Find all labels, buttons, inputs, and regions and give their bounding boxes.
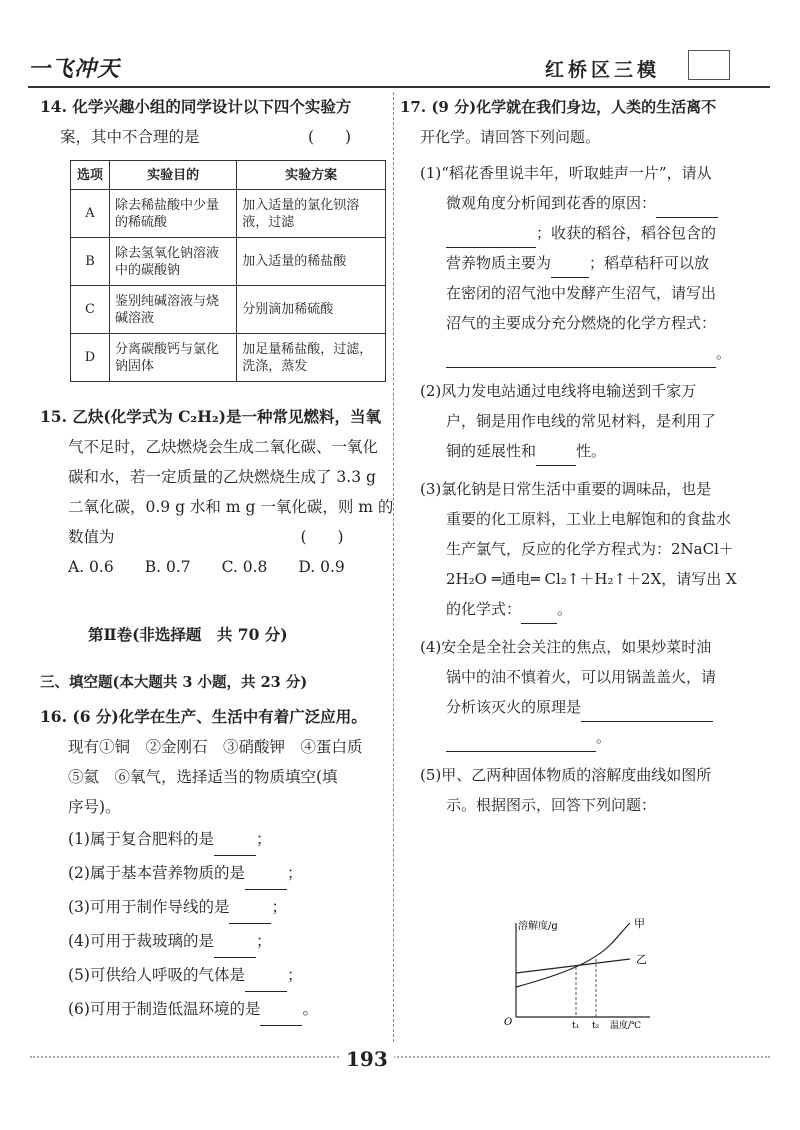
q14-line-1: 14. 化学兴趣小组的同学设计以下四个实验方: [40, 97, 352, 116]
page-number: 193: [340, 1047, 394, 1071]
q14-line-2: 案，其中不合理的是 ( ): [60, 128, 352, 146]
q14: [40, 92, 351, 152]
table-header: 实验方案: [237, 161, 386, 190]
q15-line-5: 数值为 ( ): [68, 528, 344, 546]
table-cell: B: [71, 238, 110, 286]
table-cell: D: [71, 334, 110, 382]
solubility-curve-figure: [500, 915, 680, 1030]
t2-label: t₂: [592, 1021, 600, 1030]
table-row: [71, 190, 386, 238]
part-title: 三、填空题(本大题共 3 小题，共 23 分): [40, 674, 308, 691]
table-cell: 分离碳酸钙与氯化钠固体: [110, 334, 237, 382]
q17-line-2: 开化学。请回答下列问题。: [420, 128, 601, 146]
q15-line-3: 碳和水，若一定质量的乙炔燃烧生成了 3.3 g: [68, 468, 376, 486]
table-cell: 分别滴加稀硫酸: [237, 286, 386, 334]
q14-table: [70, 160, 386, 382]
answer-blank[interactable]: [446, 349, 716, 368]
curve-label-yi: 乙: [636, 953, 647, 966]
curve-yi: [516, 959, 630, 973]
origin-label: O: [504, 1017, 513, 1028]
q15: [40, 402, 393, 582]
part3-title: [40, 668, 307, 698]
x-axis-label: 温度/℃: [610, 1021, 642, 1030]
q16-line-1: 16. (6 分)化学在生产、生活中有着广泛应用。: [40, 707, 367, 726]
q17-s1-line-6: 沼气的主要成分充分燃烧的化学方程式：: [446, 314, 717, 332]
answer-blank[interactable]: [245, 871, 287, 890]
table-header: 实验目的: [110, 161, 237, 190]
q17-s2-line-3: 铜的延展性和 性。: [400, 436, 737, 466]
table-row: [71, 238, 386, 286]
y-axis-label: 溶解度/g: [518, 921, 558, 932]
section-title: 第Ⅱ卷(非选择题 共 70 分): [88, 625, 288, 644]
q16-item-5: (5)可供给人呼吸的气体是 ；: [40, 958, 367, 992]
header-stamp-icon: [688, 50, 730, 80]
answer-blank[interactable]: [521, 605, 557, 624]
answer-blank[interactable]: [446, 229, 536, 248]
q16-item-6: (6)可用于制造低温环境的是 。: [40, 992, 367, 1026]
q17-s3-line-3: 生产氯气，反应的化学方程式为：2NaCl＋: [446, 540, 734, 558]
table-cell: C: [71, 286, 110, 334]
answer-blank[interactable]: [260, 1007, 302, 1026]
answer-blank[interactable]: [214, 939, 256, 958]
q16-line-3: ⑤氦 ⑥氧气，选择适当的物质填空(填: [68, 768, 338, 786]
q17: [400, 92, 737, 820]
table-cell: 加入适量的氯化钡溶液，过滤: [237, 190, 386, 238]
q17-s3-line-2: 重要的化工原料，工业上电解饱和的食盐水: [446, 510, 732, 528]
q16-item-3: (3)可用于制作导线的是 ；: [40, 890, 367, 924]
q16-item-4: (4)可用于裁玻璃的是 ；: [40, 924, 367, 958]
q17-s1-line-3: ；收获的稻谷，稻谷包含的: [400, 218, 737, 248]
q17-s3-line-5: 的化学式： 。: [400, 594, 737, 624]
q16: [40, 702, 367, 1026]
q15-line-4: 二氧化碳，0.9 g 水和 m g 一氧化碳，则 m 的: [68, 498, 394, 516]
brand-logo: 一飞冲天: [28, 56, 121, 82]
answer-blank[interactable]: [214, 837, 256, 856]
q16-item-2: (2)属于基本营养物质的是 ；: [40, 856, 367, 890]
exam-title: 红桥区三模: [545, 59, 661, 81]
q17-s4-line-1: (4)安全是全社会关注的焦点，如果炒菜时油: [420, 638, 712, 656]
q17-s4-line-4: 。: [400, 722, 737, 752]
answer-blank[interactable]: [229, 905, 271, 924]
answer-blank[interactable]: [245, 973, 287, 992]
answer-blank[interactable]: [581, 703, 713, 722]
q17-s4-line-2: 锅中的油不慎着火，可以用锅盖盖火，请: [446, 668, 717, 686]
answer-blank[interactable]: [551, 259, 589, 278]
q17-s1-line-4: 营养物质主要为 ；稻草秸秆可以放: [400, 248, 737, 278]
table-row: [71, 286, 386, 334]
table-cell: 鉴别纯碱溶液与烧碱溶液: [110, 286, 237, 334]
t1-label: t₁: [572, 1021, 580, 1030]
table-cell: A: [71, 190, 110, 238]
footer-dotted-rule: [30, 1056, 770, 1058]
answer-blank[interactable]: [446, 733, 596, 752]
curve-label-jia: 甲: [634, 917, 645, 930]
table-cell: 除去氢氧化钠溶液中的碳酸钠: [110, 238, 237, 286]
q15-options: A. 0.6 B. 0.7 C. 0.8 D. 0.9: [68, 558, 345, 576]
q17-line-1: 17. (9 分)化学就在我们身边，人类的生活离不: [400, 98, 717, 116]
q17-s1-line-5: 在密闭的沼气池中发酵产生沼气，请写出: [446, 284, 717, 302]
answer-blank[interactable]: [536, 447, 576, 466]
q17-s3-line-4: 2H₂O ═通电═ Cl₂↑＋H₂↑＋2X，请写出 X: [446, 570, 737, 588]
q17-s5-line-1: (5)甲、乙两种固体物质的溶解度曲线如图所: [420, 766, 712, 784]
section2-title: [88, 620, 288, 650]
answer-blank[interactable]: [656, 199, 718, 218]
q17-s4-line-3: 分析该灭火的原理是: [400, 692, 737, 722]
q17-s1-line-2: 微观角度分析闻到花香的原因：: [400, 188, 737, 218]
q17-s2-line-2: 户，铜是用作电线的常见材料，是利用了: [446, 412, 717, 430]
q17-s3-line-1: (3)氯化钠是日常生活中重要的调味品，也是: [420, 480, 712, 498]
header-rule: [28, 86, 770, 88]
curve-jia: [516, 923, 630, 987]
table-cell: 除去稀盐酸中少量的稀硫酸: [110, 190, 237, 238]
table-row: [71, 334, 386, 382]
q17-s2-line-1: (2)风力发电站通过电线将电输送到千家万: [420, 382, 697, 400]
table-cell: 加足量稀盐酸，过滤，洗涤，蒸发: [237, 334, 386, 382]
q17-s1-line-1: (1)“稻花香里说丰年，听取蛙声一片”，请从: [420, 164, 712, 182]
table-cell: 加入适量的稀盐酸: [237, 238, 386, 286]
q16-line-2: 现有①铜 ②金刚石 ③硝酸钾 ④蛋白质: [68, 738, 363, 756]
q17-s1-line-7: 。: [400, 338, 737, 368]
q17-s5-line-2: 示。根据图示，回答下列问题：: [446, 796, 657, 814]
q15-line-1: 15. 乙炔(化学式为 C₂H₂)是一种常见燃料，当氧: [40, 407, 381, 426]
table-header: 选项: [71, 161, 110, 190]
q16-item-1: (1)属于复合肥料的是 ；: [40, 822, 367, 856]
q16-line-4: 序号)。: [68, 798, 121, 816]
q15-line-2: 气不足时，乙炔燃烧会生成二氧化碳、一氧化: [68, 438, 379, 456]
